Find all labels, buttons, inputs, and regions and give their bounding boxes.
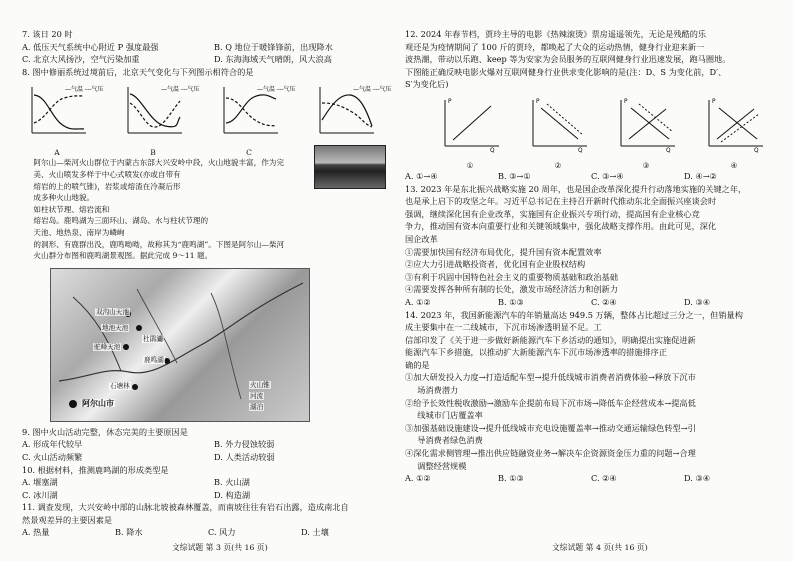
question-9-option-d: D. 人类活动较弱 <box>214 451 275 462</box>
question-13-item-1: ①需要加快国有经济布局优化，提升国有资本配置效率 <box>405 246 602 257</box>
question-14-option-d: D. ③④ <box>684 473 711 484</box>
question-10-option-b: B. 火山湖 <box>214 477 250 488</box>
question-11-options <box>22 526 394 539</box>
question-12-line-2: 观还是为疫情期间了 100 斤的贾玲，都唤起了大众的运动热情，健身行业迎来新一 <box>405 41 705 52</box>
supply-demand-graph-1 <box>435 94 505 168</box>
question-12-option-a: A. ①→④ <box>405 170 438 181</box>
reading-line-1: 阿尔山—柴河火山群位于内蒙古东部大兴安岭中段，火山地貌丰富，作为完 <box>33 158 284 168</box>
question-11-option-c: C. 风力 <box>208 527 236 538</box>
question-12-line-4: 下图能正确反映电影火爆对互联网健身行业供求变化影响的是(注：D、S 为变化前，D′、 <box>405 66 727 77</box>
question-14-line-4: 能源汽车下乡措施，以推动扩大新能源汽车下沉市场渗透率的措施排序正 <box>405 347 668 358</box>
question-10-option-d: D. 构造湖 <box>214 489 251 500</box>
question-7-option-c: C. 北京大风扬沙，空气污染加重 <box>22 54 140 65</box>
question-14-line-5: 确的是 <box>405 359 430 370</box>
weather-graph-b <box>118 81 200 157</box>
question-12-line-3: 波热潮，带动以乐跑、keep 等为安家为会员服务的互联网健身行业迅速发展，跑马圈地。 <box>405 54 731 65</box>
question-12-option-c: C. ③→④ <box>591 170 624 181</box>
reading-line-4: 成多种火山地貌。 <box>33 193 95 203</box>
question-13-option-d: D. ③④ <box>684 296 711 307</box>
question-14-option-b: B. ①③ <box>498 473 524 484</box>
question-9-option-c: C. 火山活动频繁 <box>22 451 83 462</box>
left-page-footer: 文综试题 第 3 页(共 16 页) <box>172 543 268 552</box>
svg-text:P: P <box>536 98 540 105</box>
question-13-option-a: A. ①② <box>405 296 431 307</box>
right-page-footer: 文综试题 第 4 页(共 16 页) <box>552 543 648 552</box>
supply-demand-graphs <box>405 94 777 168</box>
svg-text:—气温 ---气压: —气温 ---气压 <box>353 86 392 94</box>
map-legend-volcano: 火山锥 <box>250 380 270 389</box>
map-legend-lake: 湖泊 <box>250 402 264 411</box>
question-11-option-b: B. 降水 <box>115 527 143 538</box>
question-14-options <box>405 472 777 485</box>
question-12-line-1: 12. 2024 年春节档，贾玲主导的电影《热辣滚烫》票房遥遥领先，无论是残酷的乐 <box>405 29 707 39</box>
question-13-stem <box>405 183 777 246</box>
reading-line-6: 熔岩岛。鹿鸣湖为三面环山、湖岛、水与柱状节理的 <box>33 216 209 226</box>
question-11-stem-line-2: 然景观差异的主要因素是 <box>22 514 113 525</box>
question-14-item-line-2: 场消费潜力 <box>417 385 459 396</box>
question-13-item-3: ③有利于巩固中国特色社会主义的重要物质基础和政治基础 <box>405 271 618 282</box>
question-13-line-5: 国企改革 <box>405 233 438 244</box>
weather-graph-c-label: C <box>246 147 252 157</box>
weather-graph-b-label: B <box>150 147 156 157</box>
question-14-line-1: 14. 2023 年，我国新能源汽车的年销量高达 949.5 万辆，整体占比超过三分之一，但销量构 <box>405 309 743 320</box>
svg-text:P: P <box>448 98 452 105</box>
question-13-item-2: ②应大力引进战略投资者，优化国有企业股权结构 <box>405 259 586 270</box>
svg-text:Q: Q <box>490 147 495 154</box>
weather-graph-d-svg <box>310 81 392 143</box>
supply-demand-graph-2 <box>523 94 593 168</box>
question-13-option-b: B. ①③ <box>498 296 524 307</box>
supply-demand-graph-3-label: ③ <box>642 160 650 170</box>
reading-line-2: 美、火山喷发多样于中心式喷发(亦或自带有 <box>33 169 181 179</box>
question-11-option-d: D. 土壤 <box>301 527 329 538</box>
map-legend-river: 河流 <box>250 391 264 400</box>
svg-text:—气温 ---气压: —气温 ---气压 <box>257 86 296 94</box>
question-10-option-c: C. 冰川湖 <box>22 489 58 500</box>
question-9-options <box>22 438 394 463</box>
supply-demand-graph-1-svg <box>435 94 505 156</box>
weather-graph-c-svg <box>214 81 296 143</box>
question-13-option-c: C. ②④ <box>591 296 617 307</box>
question-8-stem: 8. 图中修丽系统过境前后，北京天气变化与下列图示相符合的是 <box>22 66 254 77</box>
supply-demand-graph-3-svg <box>611 94 681 156</box>
weather-graph-a-label: A <box>54 147 60 157</box>
question-7-option-d: D. 东海海域天气晴朗，风大浪高 <box>214 54 332 65</box>
question-14-item-line-4: 线城市门店覆盖率 <box>417 410 483 421</box>
question-10-options <box>22 476 394 501</box>
svg-text:—气温 ---气压: —气温 ---气压 <box>65 86 104 94</box>
map-label-luming: 鹿鸣湖 <box>144 355 164 364</box>
svg-text:Q: Q <box>666 147 671 154</box>
question-14-item-line-6: 导消费者绿色消费 <box>417 435 483 446</box>
question-14-item-line-1: ①加大研发投入力度→打造适配车型→提升低线城市消费者消费体验→释放下沉市 <box>405 372 696 383</box>
question-14-option-c: C. ②④ <box>591 473 617 484</box>
luming-lake-photo <box>314 145 386 189</box>
question-14-items <box>405 371 777 472</box>
supply-demand-graph-3 <box>611 94 681 168</box>
question-14-line-3: 信部印发了《关于进一步做好新能源汽车下乡活动的通知》，明确提出实施促进新 <box>405 334 696 345</box>
reading-line-8: 的洞形、有鹿群出没，鹿鸣呦呦，故称其为“鹿鸣湖”。下图是阿尔山—柴河 <box>33 239 285 249</box>
weather-graph-b-svg <box>118 81 200 143</box>
question-7-options <box>22 41 394 66</box>
volcano-map <box>50 268 310 422</box>
svg-text:P: P <box>712 98 716 105</box>
question-7-option-b: B. Q 地位于暖锋锋前，出现降水 <box>214 41 333 52</box>
right-page <box>405 28 777 485</box>
reading-line-5: 如柱状节理、熔岩流和 <box>33 204 110 214</box>
map-label-dichi: 地池天池 <box>102 323 129 332</box>
map-label-shitanglin: 石塘林 <box>110 381 130 390</box>
weather-graph-a <box>22 81 104 157</box>
question-9-stem: 9. 图中火山活动完整，休态完美的主要原因是 <box>22 426 188 437</box>
question-12-option-b: B. ③→① <box>498 170 531 181</box>
supply-demand-graph-1-label: ① <box>466 160 474 170</box>
supply-demand-graph-4 <box>699 94 769 168</box>
question-12-option-d: D. ④→② <box>684 170 718 181</box>
supply-demand-graph-4-svg <box>699 94 769 156</box>
question-13-line-3: 强调，继续深化国有企业改革，实施国有企业振兴专项行动，提高国有企业核心竞 <box>405 208 700 219</box>
svg-text:Q: Q <box>754 147 759 154</box>
supply-demand-graph-2-svg <box>523 94 593 156</box>
reading-line-9: 火山群分布图和鹿鸣湖景观图。据此完成 9～11 题。 <box>33 251 213 261</box>
supply-demand-graph-2-label: ② <box>554 160 562 170</box>
question-9-option-b: B. 外力侵蚀较弱 <box>214 439 275 450</box>
map-label-dujuan: 杜鹃湖 <box>143 334 163 343</box>
question-7-option-a: A. 低压天气系统中心附近 P 强度最强 <box>22 41 159 52</box>
svg-text:P: P <box>624 98 628 105</box>
svg-text:—气温 ---气压: —气温 ---气压 <box>161 86 200 94</box>
reading-line-3: 熔岩的上的喷气锥)，岩浆或熔渣在冷凝后形 <box>33 181 181 191</box>
question-11-option-a: A. 热量 <box>22 527 50 538</box>
question-7-stem: 7. 该日 20 时 <box>22 29 73 39</box>
question-10-stem: 10. 根据材料，推测鹿鸣湖的形成类型是 <box>22 464 169 475</box>
question-10-option-a: A. 堰塞湖 <box>22 477 58 488</box>
reading-line-7: 天池、地热泉、南岸为嶙峋 <box>33 227 125 237</box>
map-label-tuofeng: 驼峰天池 <box>94 342 121 351</box>
map-label-city: 阿尔山市 <box>82 397 114 408</box>
question-13-options <box>405 296 777 309</box>
question-11-stem-line-1: 11. 调查发现，大兴安岭中部的山脉北坡被森林覆盖，而南坡往往有岩石出露，造成南北自 <box>22 502 349 513</box>
question-13-items <box>405 246 777 296</box>
map-label-shuanggou: 双沟山天池 <box>96 307 129 316</box>
question-13-line-1: 13. 2023 年是东北振兴战略实施 20 周年，也是国企改革深化提升行动落地实施的关键之年， <box>405 183 747 194</box>
left-page <box>22 28 394 539</box>
question-13-line-4: 争力，推动国有资本向重要行业和关键领域集中，强化战略支撑作用。由此可见，深化 <box>405 221 717 232</box>
question-14-item-line-8: 调整经营规模 <box>417 460 467 471</box>
question-14-item-line-5: ③加强基础设施建设→提升低线城市充电设施覆盖率→推动交通运输绿色转型→引 <box>405 422 696 433</box>
weather-graph-a-svg <box>22 81 104 143</box>
question-9-option-a: A. 形成年代较早 <box>22 439 83 450</box>
question-12-line-5: S′为变化后) <box>405 79 449 90</box>
question-14-stem <box>405 309 777 372</box>
svg-text:Q: Q <box>578 147 583 154</box>
weather-graph-c <box>214 81 296 157</box>
question-13-item-4: ④需要发挥各种所有制的长处，激发市场经济活力和创新力 <box>405 284 618 295</box>
question-13-line-2: 也是承上启下的攻坚之年。习近平总书记在主持召开新时代推动东北全面振兴座谈会时 <box>405 196 717 207</box>
question-14-item-line-7: ④深化需求侧管理→推出供应链融资业务→解决车企资源资金压力重的问题→合理 <box>405 448 696 459</box>
question-14-option-a: A. ①② <box>405 473 431 484</box>
question-14-item-line-3: ②给予长效性税收激励→激励车企提前布局下沉市场→降低车企经营成本→提高低 <box>405 397 696 408</box>
supply-demand-graph-4-label: ④ <box>730 160 738 170</box>
question-14-line-2: 成主要集中在一二线城市，下沉市场渗透明显不足。工 <box>405 322 602 333</box>
question-12-stem <box>405 28 777 91</box>
